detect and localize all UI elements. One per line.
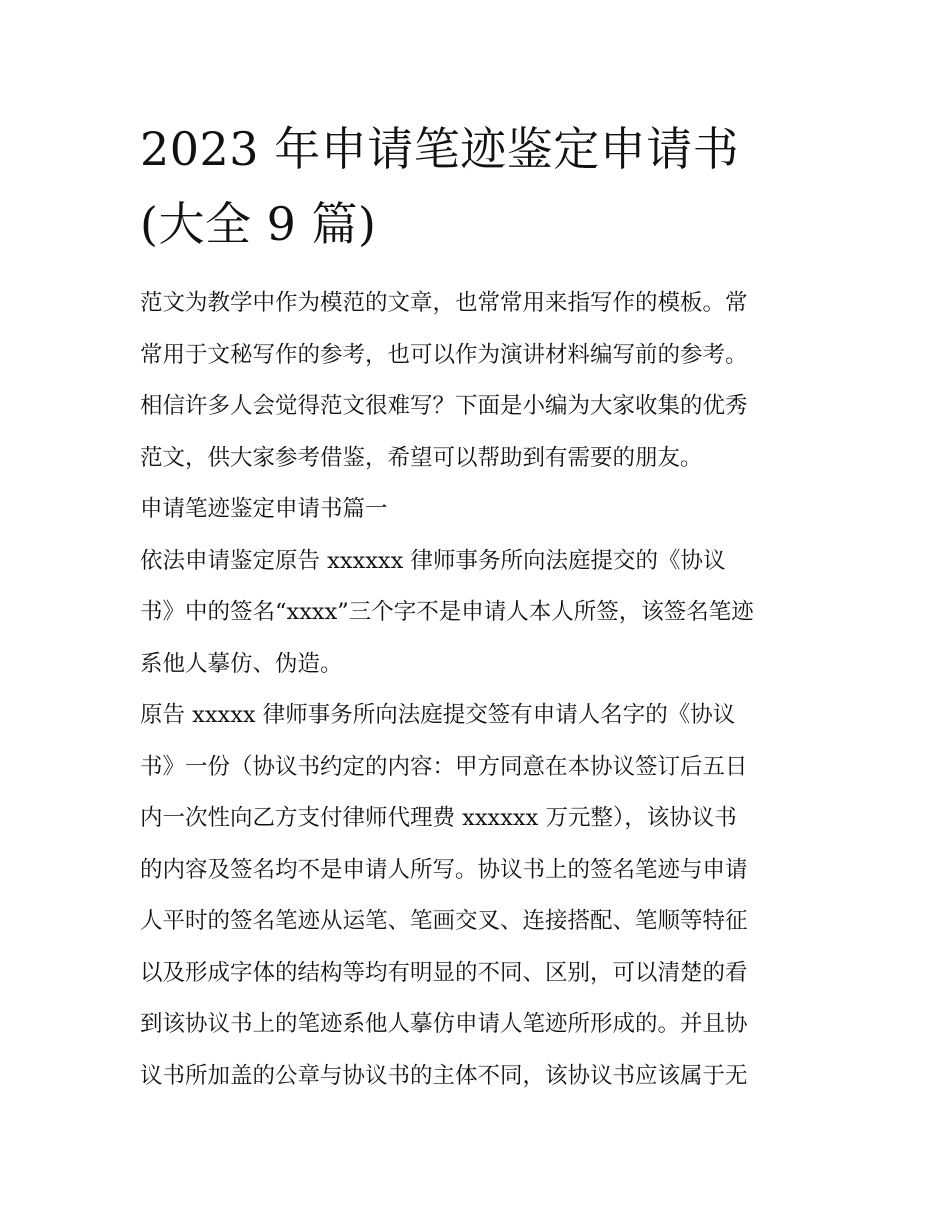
- text-line: 书》中的签名“xxxx”三个字不是申请人本人所签，该签名笔迹: [140, 599, 754, 625]
- title-line-1: 2023 年申请笔迹鉴定申请书: [140, 122, 740, 176]
- text-line: 相信许多人会觉得范文很难写？下面是小编为大家收集的优秀: [140, 393, 748, 419]
- text-line: 依法申请鉴定原告 xxxxxx 律师事务所向法庭提交的《协议: [140, 547, 726, 574]
- paragraph-request: [140, 536, 820, 691]
- text-line: 范文为教学中作为模范的文章，也常常用来指写作的模板。常: [140, 290, 748, 316]
- text-line: 书》一份（协议书约定的内容：甲方同意在本协议签订后五日: [140, 753, 748, 780]
- text-line: 人平时的签名笔迹从运笔、笔画交叉、连接搭配、笔顺等特征: [140, 908, 748, 934]
- text-line: 内一次性向乙方支付律师代理费 xxxxxx 万元整），该协议书: [140, 805, 737, 831]
- paragraph-intro: [140, 278, 820, 484]
- text-line: 到该协议书上的笔迹系他人摹仿申请人笔迹所形成的。并且协: [140, 1011, 748, 1037]
- text-line: 议书所加盖的公章与协议书的主体不同，该协议书应该属于无: [140, 1062, 748, 1089]
- text-line: 原告 xxxxx 律师事务所向法庭提交签有申请人名字的《协议: [140, 702, 736, 728]
- paragraph-facts: [140, 690, 820, 1102]
- title-line-2: (大全 9 篇): [140, 197, 377, 251]
- section-heading-text: 申请笔迹鉴定申请书篇一: [140, 496, 388, 522]
- document-title: [140, 112, 820, 262]
- section-heading: [140, 484, 820, 536]
- text-line: 常用于文秘写作的参考，也可以作为演讲材料编写前的参考。: [140, 341, 748, 368]
- text-line: 的内容及签名均不是申请人所写。协议书上的签名笔迹与申请: [140, 856, 748, 883]
- text-line: 范文，供大家参考借鉴，希望可以帮助到有需要的朋友。: [140, 444, 703, 471]
- document-body: [140, 278, 820, 1102]
- text-line: 以及形成字体的结构等均有明显的不同、区别，可以清楚的看: [140, 959, 748, 986]
- text-line: 系他人摹仿、伪造。: [140, 650, 343, 677]
